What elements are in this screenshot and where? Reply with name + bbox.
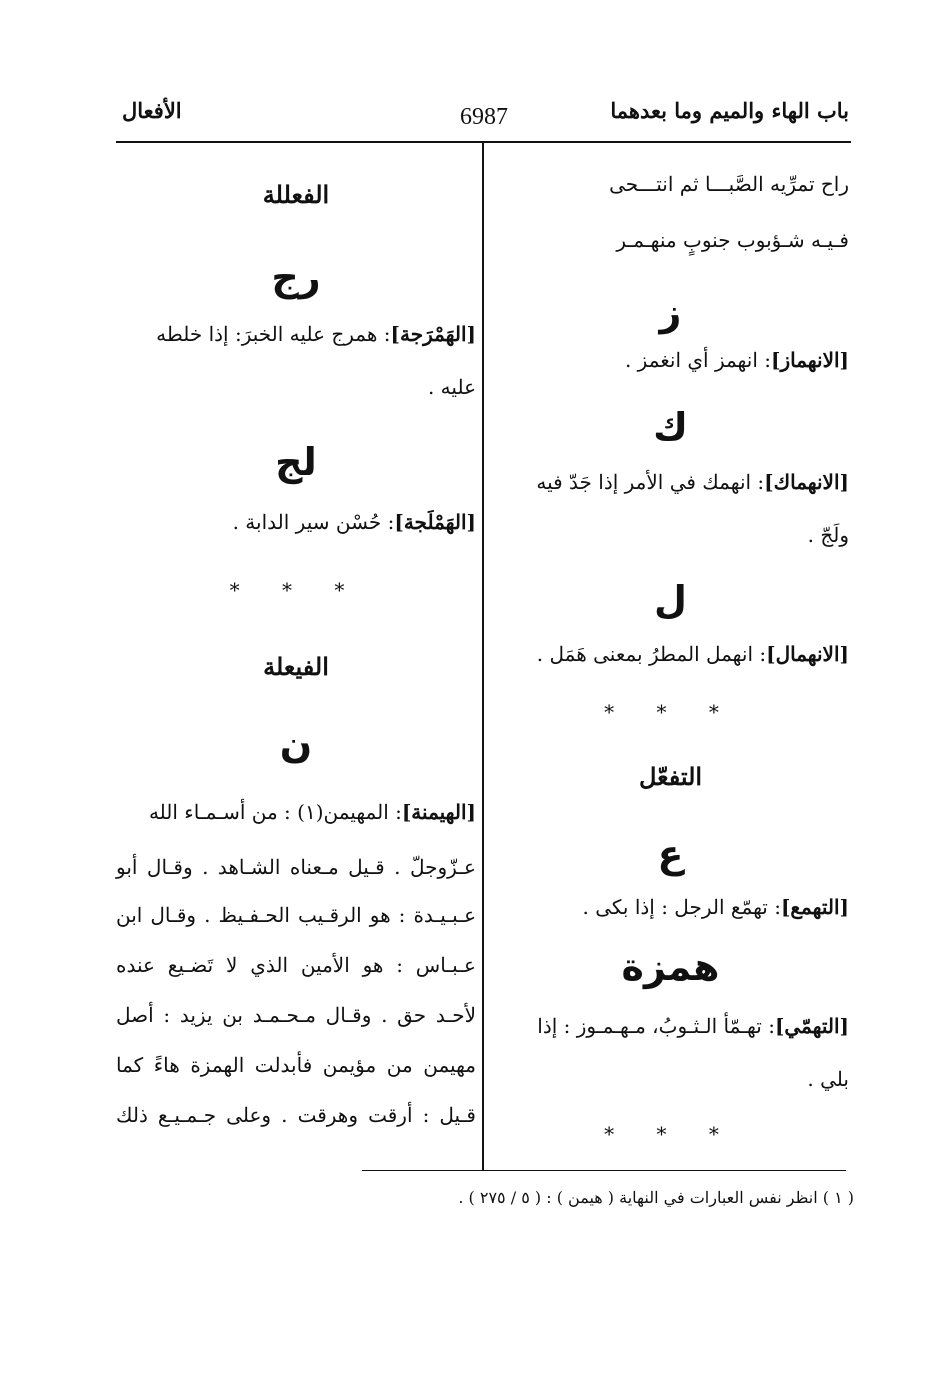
- entry-ain-text: : تهمّع الرجل : إذا بكى .: [582, 895, 781, 919]
- entry-n-text-6: مهيمن من مؤيمن فأبدلت الهمزة هاءً كما: [116, 1053, 476, 1077]
- root-heading-lj: لج: [275, 440, 317, 484]
- entry-hamza: [537, 1014, 849, 1038]
- entry-n-text-7: قـيل : أرقت وهرقت . وعلى جـمـيـع ذلك: [116, 1103, 476, 1127]
- entry-ain: [582, 895, 849, 919]
- entry-n-line-1: [116, 800, 476, 824]
- entry-n-line-3: [116, 903, 476, 927]
- entry-hamza-continuation: بلي .: [807, 1067, 849, 1091]
- separator-stars-2: * * *: [604, 1122, 737, 1146]
- entry-lj-term: [الهَمْلَجة]: [394, 510, 476, 534]
- footnote-rule: [362, 1170, 846, 1171]
- page-number: 6987: [460, 104, 508, 130]
- root-heading-rj: رج: [271, 255, 321, 299]
- verse-line-2: فـيـه شـؤبوب جنوبٍ منهـمـر: [616, 228, 849, 252]
- entry-n-line-5: [116, 1003, 476, 1027]
- entry-n-text-4: عـبـاس : هو الأمين الذي لا تَضـيع عنده: [116, 953, 476, 977]
- entry-n-text-3: عـبـيـدة : هو الرقـيب الحـفـيظ . وقـال ابن: [116, 903, 476, 927]
- verse-line-1: راح تمرِّيه الصَّبـــا ثم انتـــحى: [609, 172, 849, 196]
- section-heading-faalala: الفعللة: [262, 180, 330, 209]
- entry-n-line-4: [116, 953, 476, 977]
- entry-rj-continuation: عليه .: [427, 375, 476, 399]
- column-divider: [482, 142, 484, 1170]
- root-heading-l: ل: [654, 578, 687, 622]
- entry-n-term: [الهيمنة]: [401, 800, 476, 824]
- separator-stars: * * *: [229, 578, 363, 602]
- entry-hamza-text: : تهـمّأ الـثـوبُ، مـهـمـوز : إذا: [537, 1014, 775, 1038]
- section-heading-tafaul: التفعّل: [638, 762, 703, 791]
- entry-lj-text: : حُسْن سير الدابة .: [232, 510, 395, 534]
- running-header-right: باب الهاء والميم وما بعدهما: [610, 98, 849, 123]
- entry-n-line-6: [116, 1053, 476, 1077]
- entry-hamza-term: [التهمّي]: [774, 1014, 849, 1038]
- entry-k-continuation: ولَجّ .: [807, 523, 849, 547]
- entry-n-line-7: [116, 1103, 476, 1127]
- entry-rj-term: [الهَمْرَجة]: [390, 322, 476, 346]
- entry-l: [537, 642, 849, 666]
- entry-k-text: : انهمك في الأمر إذا جَدّ فيه: [536, 470, 765, 494]
- root-heading-ain: ع: [657, 832, 684, 876]
- entry-z-text: : انهمز أي انغمز .: [624, 348, 771, 372]
- entry-k-term: [الانهماك]: [764, 470, 849, 494]
- entry-rj-text: : همرج عليه الخبرَ: إذا خلطه: [156, 322, 391, 346]
- entry-k: [536, 470, 849, 494]
- root-heading-k: ك: [653, 405, 688, 449]
- entry-n-text-5: لأحـد حق . وقـال مـحـمـد بن يزيد : أصل: [116, 1003, 476, 1027]
- entry-rj: [156, 322, 476, 346]
- entry-n-line-2: [116, 855, 476, 879]
- root-heading-z: ز: [659, 290, 682, 334]
- root-heading-hamza: همزة: [621, 945, 720, 989]
- entry-n-text-2: عـزّوجلّ . قـيل مـعناه الشـاهد . وقـال أبو: [116, 855, 476, 879]
- entry-z-term: [الانهماز]: [771, 348, 849, 372]
- root-heading-n: ن: [279, 722, 313, 766]
- entry-z: [625, 348, 849, 372]
- section-heading-fayala: الفيعلة: [263, 652, 329, 681]
- running-header-left: الأفعال: [122, 98, 182, 123]
- footnote: ( ١ ) انظر نفس العبارات في النهاية ( هيمن ) : ( ٥ / ٢٧٥ ) .: [458, 1188, 854, 1207]
- entry-l-text: : انهمل المطرُ بمعنى هَمَل .: [536, 642, 767, 666]
- entry-ain-term: [التهمع]: [780, 895, 849, 919]
- separator-stars-1: * * *: [604, 700, 737, 724]
- entry-n-text-1: : المهيمن(١) : من أسـمـاء الله: [148, 800, 402, 824]
- entry-lj: [233, 510, 476, 534]
- entry-l-term: [الانهمال]: [766, 642, 849, 666]
